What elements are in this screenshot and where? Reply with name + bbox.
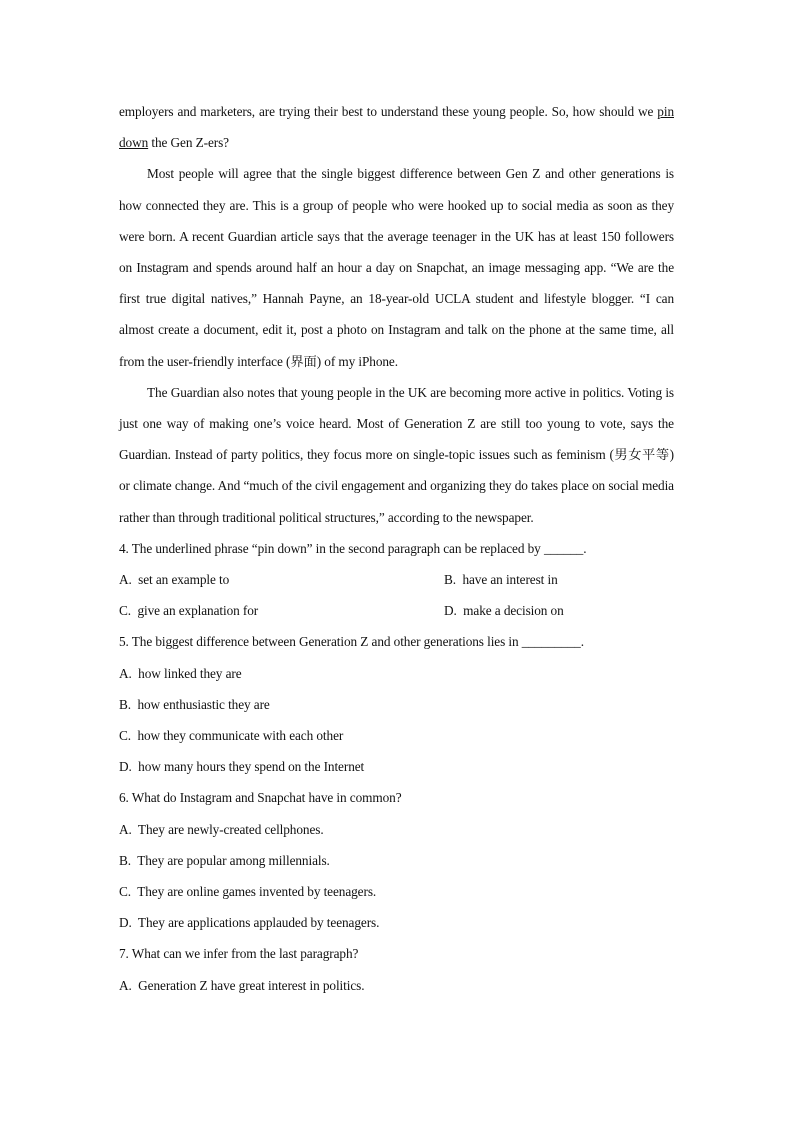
question-4-option-d: D. make a decision on	[444, 603, 564, 619]
question-4-option-a: A. set an example to	[119, 572, 230, 588]
question-4-options-row-2	[119, 595, 674, 626]
question-6-option-d: D. They are applications applauded by teenagers.	[119, 915, 380, 931]
question-4-option-c: C. give an explanation for	[119, 603, 259, 619]
question-6-option-a: A. They are newly-created cellphones.	[119, 821, 324, 837]
passage-paragraph-3: The Guardian also notes that young people in the UK are becoming more active in politics. Voting is just one way of making one’s voice heard. Most of Generation Z are still too young to vote, says the Guardian. Instead of party politics, they focus more on single-topic issues such as feminism (男女平等) or climate change. And “much of the civil engagement and organizing they do takes place on social media rather than through traditional political structures,” according to the newspaper.	[119, 384, 674, 525]
question-6-option-b: B. They are popular among millennials.	[119, 852, 330, 868]
paragraph-1-text: employers and marketers, are trying their best to understand these young people. So, how should we	[119, 104, 658, 119]
question-4-option-b: B. have an interest in	[444, 572, 558, 588]
question-4-stem: 4. The underlined phrase “pin down” in the second paragraph can be replaced by ______.	[119, 540, 587, 556]
underlined-phrase: pin down	[119, 104, 674, 151]
document-content	[119, 96, 674, 1001]
question-7-option-a: A. Generation Z have great interest in politics.	[119, 977, 365, 993]
question-5-option-c: C. how they communicate with each other	[119, 728, 344, 744]
question-6-stem: 6. What do Instagram and Snapchat have in common?	[119, 790, 402, 806]
question-4-options-row-1	[119, 564, 674, 595]
passage-paragraph-1	[119, 96, 674, 158]
question-5-stem: 5. The biggest difference between Generation Z and other generations lies in _________.	[119, 634, 584, 650]
question-5-option-b: B. how enthusiastic they are	[119, 696, 270, 712]
question-6-option-c: C. They are online games invented by teenagers.	[119, 884, 377, 900]
paragraph-1-tail: the Gen Z-ers?	[148, 135, 229, 151]
question-5-option-a: A. how linked they are	[119, 665, 242, 681]
passage-paragraph-2: Most people will agree that the single biggest difference between Gen Z and other generations is how connected they are. This is a group of people who were hooked up to social media as soon as they were born. A recent Guardian article says that the average teenager in the UK has at least 150 followers on Instagram and spends around half an hour a day on Snapchat, an image messaging app. “We are the first true digital natives,” Hannah Payne, an 18-year-old UCLA student and lifestyle blogger. “I can almost create a document, edit it, post a photo on Instagram and talk on the phone at the same time, all from the user-friendly interface (界面) of my iPhone.	[119, 166, 674, 369]
question-7-stem: 7. What can we infer from the last paragraph?	[119, 946, 359, 962]
question-5-option-d: D. how many hours they spend on the Internet	[119, 759, 365, 775]
